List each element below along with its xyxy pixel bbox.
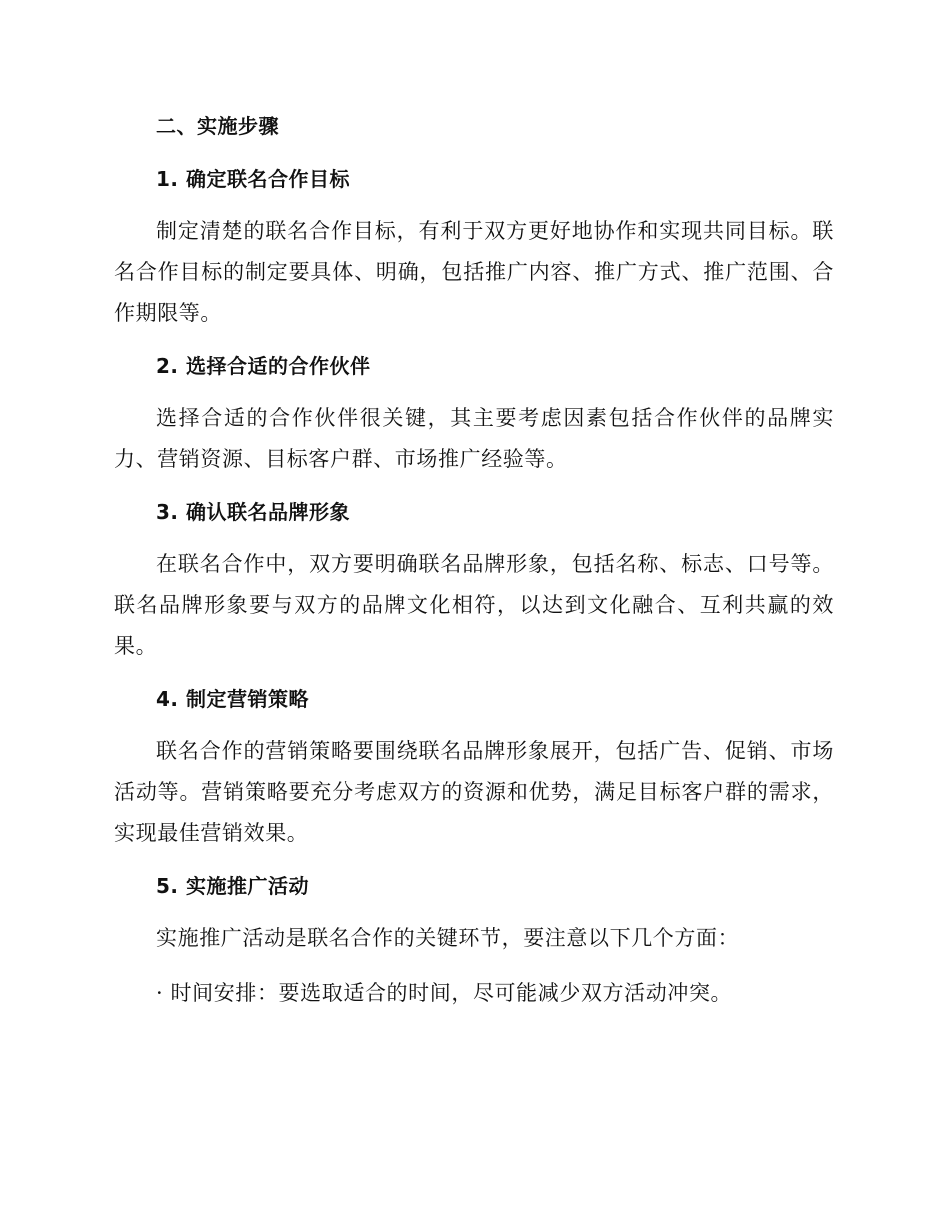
step-5-title: 5. 实施推广活动 xyxy=(156,874,309,898)
step-3-title: 3. 确认联名品牌形象 xyxy=(156,500,350,524)
document-body xyxy=(114,108,834,1014)
step-1-paragraph: 制定清楚的联名合作目标，有利于双方更好地协作和实现共同目标。联名合作目标的制定要具体、明确，包括推广内容、推广方式、推广范围、合作期限等。 xyxy=(114,219,834,325)
section-title: 二、实施步骤 xyxy=(156,114,279,138)
step-3-paragraph: 在联名合作中，双方要明确联名品牌形象，包括名称、标志、口号等。联名品牌形象要与双方的品牌文化相符，以达到文化融合、互利共赢的效果。 xyxy=(114,552,834,658)
step-2-title: 2. 选择合适的合作伙伴 xyxy=(156,354,371,378)
step-5-paragraph: 实施推广活动是联名合作的关键环节，要注意以下几个方面： xyxy=(156,926,740,950)
step-4-title: 4. 制定营销策略 xyxy=(156,687,309,711)
step-4-paragraph: 联名合作的营销策略要围绕联名品牌形象展开，包括广告、促销、市场活动等。营销策略要充分考虑双方的资源和优势，满足目标客户群的需求，实现最佳营销效果。 xyxy=(114,739,834,845)
step-5-bullet-time: · 时间安排：要选取适合的时间，尽可能减少双方活动冲突。 xyxy=(156,981,733,1005)
step-1-title: 1. 确定联名合作目标 xyxy=(156,167,350,191)
step-2-paragraph: 选择合适的合作伙伴很关键，其主要考虑因素包括合作伙伴的品牌实力、营销资源、目标客户群、市场推广经验等。 xyxy=(114,406,834,471)
